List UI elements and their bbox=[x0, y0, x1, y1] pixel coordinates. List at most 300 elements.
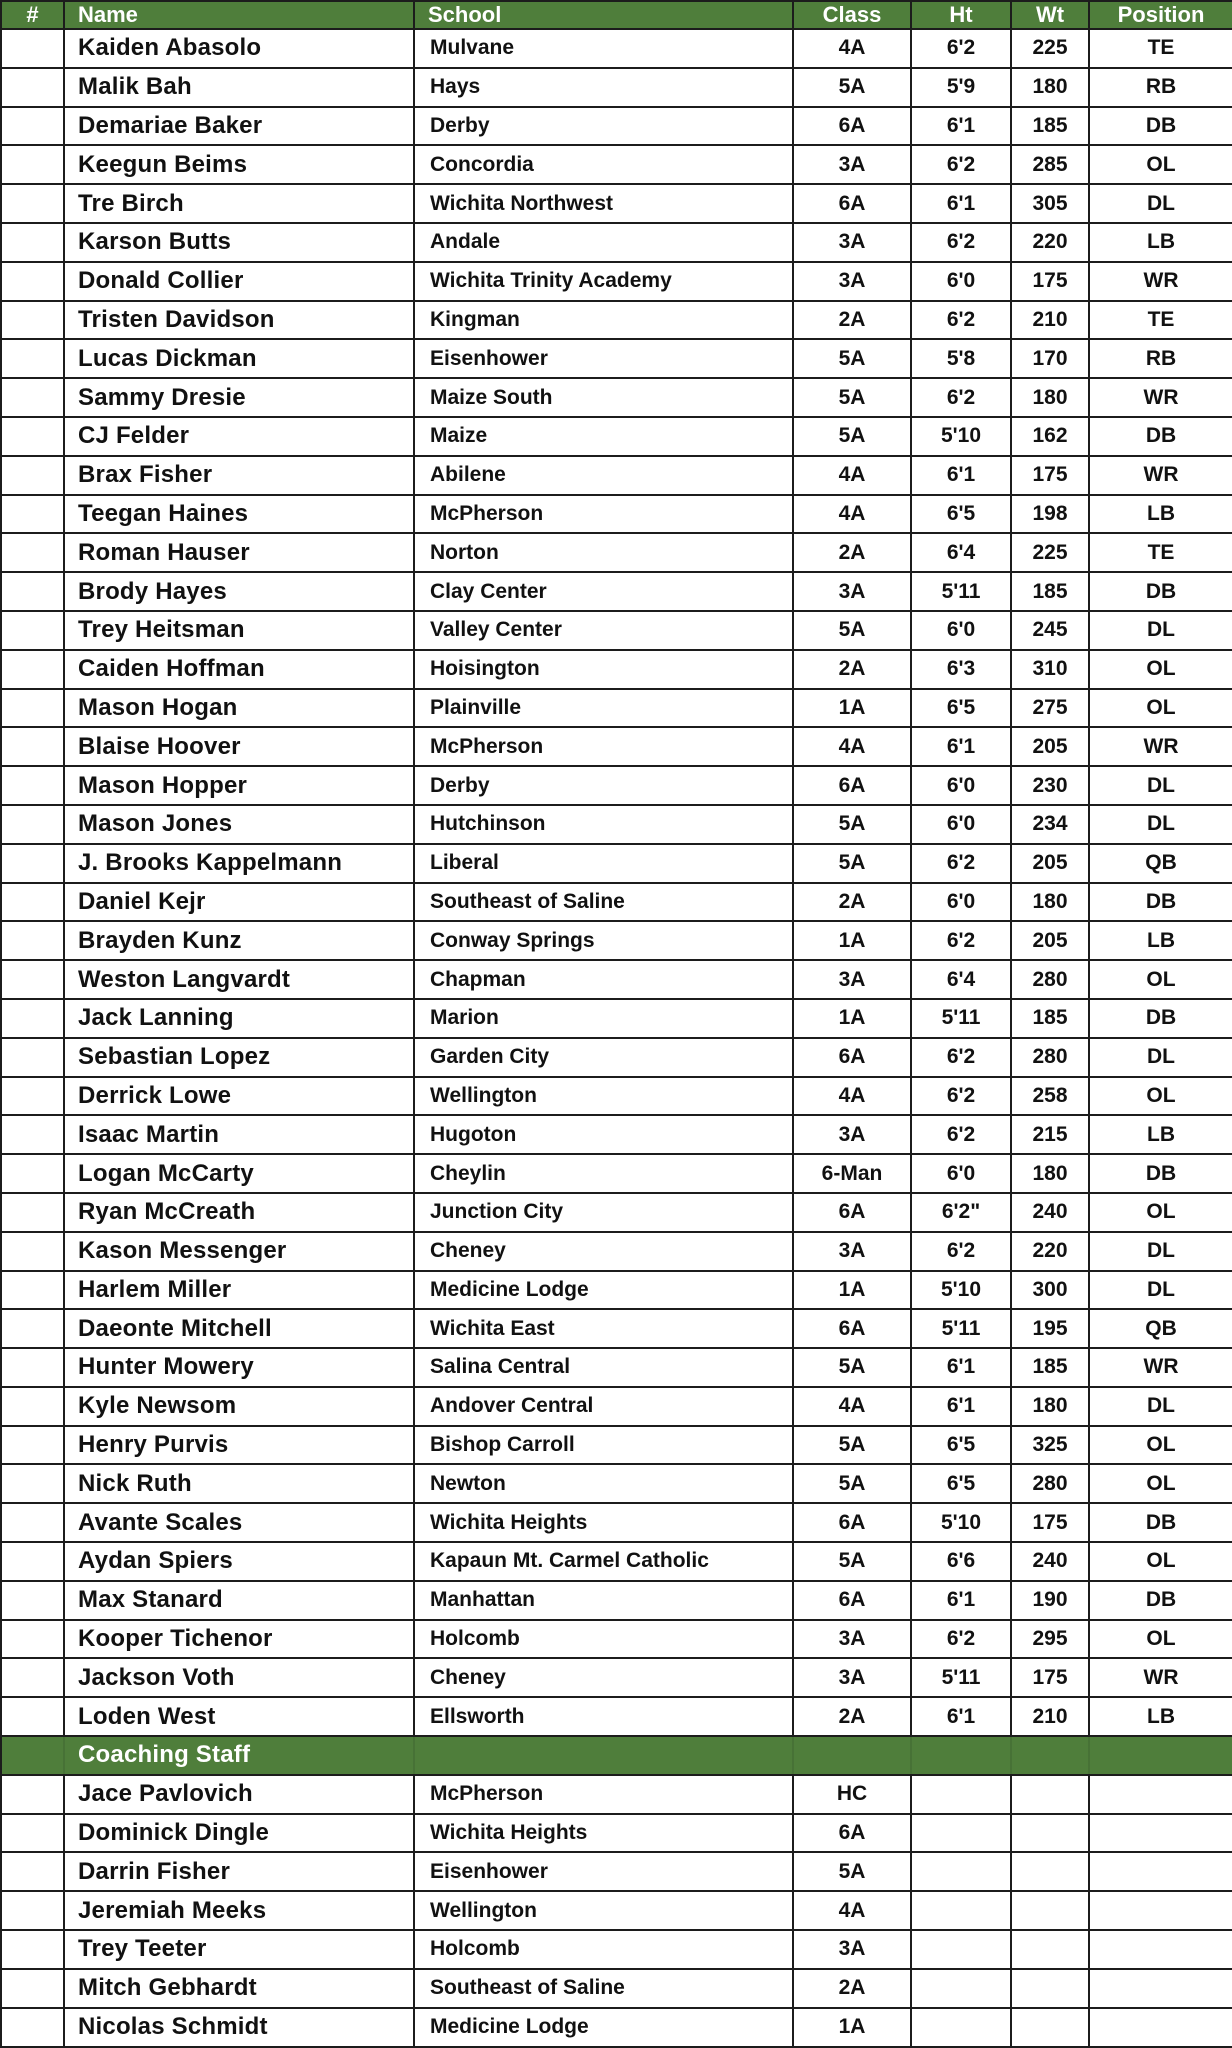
player-row-cell-position: DL bbox=[1089, 1232, 1232, 1271]
player-row-cell-wt: 225 bbox=[1011, 29, 1089, 68]
player-row-cell-num bbox=[1, 766, 64, 805]
player-row-cell-position: DL bbox=[1089, 184, 1232, 223]
player-row-cell-name: Kason Messenger bbox=[64, 1232, 414, 1271]
coach-row-cell-name: Trey Teeter bbox=[64, 1930, 414, 1969]
coach-row bbox=[1, 1969, 1232, 2008]
player-row-cell-wt: 295 bbox=[1011, 1620, 1089, 1659]
player-row-cell-school: Mulvane bbox=[414, 29, 793, 68]
player-row-cell-ht: 5'11 bbox=[911, 999, 1011, 1038]
coach-row-cell-class: 3A bbox=[793, 1930, 911, 1969]
player-row-cell-position: DL bbox=[1089, 1387, 1232, 1426]
player-row-cell-ht: 6'5 bbox=[911, 1464, 1011, 1503]
player-row-cell-name: Max Stanard bbox=[64, 1581, 414, 1620]
player-row-cell-class: 6A bbox=[793, 1581, 911, 1620]
player-row-cell-wt: 240 bbox=[1011, 1193, 1089, 1232]
coach-row-cell-ht bbox=[911, 1814, 1011, 1853]
player-row-cell-ht: 6'2" bbox=[911, 1193, 1011, 1232]
player-row-cell-ht: 5'10 bbox=[911, 1503, 1011, 1542]
coaching-staff-section-row bbox=[1, 1736, 1232, 1775]
coach-row-cell-wt bbox=[1011, 2008, 1089, 2047]
player-row-cell-wt: 210 bbox=[1011, 1697, 1089, 1736]
player-row-cell-position: WR bbox=[1089, 262, 1232, 301]
player-row-cell-wt: 170 bbox=[1011, 339, 1089, 378]
player-row-cell-position: OL bbox=[1089, 1193, 1232, 1232]
player-row-cell-ht: 6'4 bbox=[911, 533, 1011, 572]
player-row-cell-school: Concordia bbox=[414, 145, 793, 184]
player-row-cell-school: Ellsworth bbox=[414, 1697, 793, 1736]
player-row bbox=[1, 533, 1232, 572]
player-row-cell-num bbox=[1, 495, 64, 534]
player-row-cell-school: Wichita Northwest bbox=[414, 184, 793, 223]
player-row-cell-position: DB bbox=[1089, 1154, 1232, 1193]
coach-row-cell-school: Medicine Lodge bbox=[414, 2008, 793, 2047]
player-row-cell-class: 3A bbox=[793, 1232, 911, 1271]
player-row-cell-ht: 6'6 bbox=[911, 1542, 1011, 1581]
coach-row-cell-wt bbox=[1011, 1930, 1089, 1969]
player-row-cell-num bbox=[1, 1581, 64, 1620]
player-row-cell-wt: 220 bbox=[1011, 1232, 1089, 1271]
player-row-cell-position: TE bbox=[1089, 301, 1232, 340]
player-row-cell-position: WR bbox=[1089, 456, 1232, 495]
roster-body bbox=[1, 29, 1232, 2047]
player-row bbox=[1, 999, 1232, 1038]
column-header-number: # bbox=[1, 1, 64, 29]
player-row bbox=[1, 1697, 1232, 1736]
player-row-cell-wt: 180 bbox=[1011, 883, 1089, 922]
coach-row-cell-num bbox=[1, 1814, 64, 1853]
coaching-staff-section-row-cell-wt bbox=[1011, 1736, 1089, 1775]
coach-row-cell-class: 5A bbox=[793, 1852, 911, 1891]
player-row-cell-school: Manhattan bbox=[414, 1581, 793, 1620]
player-row-cell-ht: 6'1 bbox=[911, 107, 1011, 146]
coaching-staff-section-row-cell-school bbox=[414, 1736, 793, 1775]
player-row-cell-name: Sebastian Lopez bbox=[64, 1038, 414, 1077]
player-row-cell-ht: 6'1 bbox=[911, 1697, 1011, 1736]
player-row bbox=[1, 689, 1232, 728]
column-header-class: Class bbox=[793, 1, 911, 29]
coach-row-cell-position bbox=[1089, 1969, 1232, 2008]
player-row-cell-num bbox=[1, 262, 64, 301]
column-header-height: Ht bbox=[911, 1, 1011, 29]
player-row-cell-school: Plainville bbox=[414, 689, 793, 728]
player-row-cell-position: LB bbox=[1089, 921, 1232, 960]
player-row-cell-ht: 6'2 bbox=[911, 1232, 1011, 1271]
player-row bbox=[1, 805, 1232, 844]
coach-row-cell-name: Mitch Gebhardt bbox=[64, 1969, 414, 2008]
column-header-name: Name bbox=[64, 1, 414, 29]
coach-row bbox=[1, 1930, 1232, 1969]
player-row bbox=[1, 184, 1232, 223]
coaching-staff-section-row-cell-name: Coaching Staff bbox=[64, 1736, 414, 1775]
player-row bbox=[1, 339, 1232, 378]
player-row-cell-class: 6A bbox=[793, 1038, 911, 1077]
player-row-cell-wt: 185 bbox=[1011, 1348, 1089, 1387]
player-row-cell-class: 3A bbox=[793, 1658, 911, 1697]
coach-row-cell-position bbox=[1089, 1930, 1232, 1969]
player-row-cell-school: Conway Springs bbox=[414, 921, 793, 960]
player-row bbox=[1, 68, 1232, 107]
player-row-cell-ht: 6'5 bbox=[911, 689, 1011, 728]
player-row-cell-school: Bishop Carroll bbox=[414, 1426, 793, 1465]
player-row-cell-wt: 230 bbox=[1011, 766, 1089, 805]
player-row-cell-wt: 280 bbox=[1011, 1038, 1089, 1077]
player-row-cell-school: Abilene bbox=[414, 456, 793, 495]
player-row-cell-num bbox=[1, 1077, 64, 1116]
player-row-cell-class: 6A bbox=[793, 107, 911, 146]
player-row-cell-school: Salina Central bbox=[414, 1348, 793, 1387]
player-row-cell-wt: 180 bbox=[1011, 68, 1089, 107]
player-row-cell-class: 2A bbox=[793, 650, 911, 689]
player-row-cell-wt: 198 bbox=[1011, 495, 1089, 534]
player-row-cell-class: 5A bbox=[793, 339, 911, 378]
player-row-cell-class: 6A bbox=[793, 1503, 911, 1542]
player-row-cell-position: DB bbox=[1089, 999, 1232, 1038]
player-row bbox=[1, 921, 1232, 960]
player-row-cell-num bbox=[1, 1271, 64, 1310]
player-row-cell-wt: 180 bbox=[1011, 378, 1089, 417]
player-row-cell-ht: 6'2 bbox=[911, 301, 1011, 340]
player-row-cell-class: 5A bbox=[793, 417, 911, 456]
player-row-cell-num bbox=[1, 1464, 64, 1503]
player-row bbox=[1, 1348, 1232, 1387]
player-row bbox=[1, 145, 1232, 184]
player-row bbox=[1, 883, 1232, 922]
player-row-cell-name: Nick Ruth bbox=[64, 1464, 414, 1503]
coach-row-cell-num bbox=[1, 1930, 64, 1969]
player-row-cell-class: 4A bbox=[793, 29, 911, 68]
player-row bbox=[1, 1464, 1232, 1503]
player-row-cell-school: Cheney bbox=[414, 1658, 793, 1697]
coach-row-cell-wt bbox=[1011, 1775, 1089, 1814]
player-row-cell-wt: 185 bbox=[1011, 999, 1089, 1038]
coach-row-cell-num bbox=[1, 1775, 64, 1814]
player-row-cell-name: Malik Bah bbox=[64, 68, 414, 107]
player-row-cell-class: 5A bbox=[793, 805, 911, 844]
player-row bbox=[1, 1542, 1232, 1581]
player-row-cell-class: 4A bbox=[793, 495, 911, 534]
coach-row-cell-wt bbox=[1011, 1852, 1089, 1891]
player-row-cell-position: WR bbox=[1089, 1658, 1232, 1697]
player-row-cell-class: 2A bbox=[793, 1697, 911, 1736]
player-row-cell-wt: 205 bbox=[1011, 844, 1089, 883]
player-row bbox=[1, 1077, 1232, 1116]
player-row-cell-wt: 175 bbox=[1011, 1503, 1089, 1542]
player-row-cell-class: 4A bbox=[793, 456, 911, 495]
player-row-cell-name: Kooper Tichenor bbox=[64, 1620, 414, 1659]
player-row-cell-name: Brody Hayes bbox=[64, 572, 414, 611]
player-row-cell-ht: 6'2 bbox=[911, 1077, 1011, 1116]
player-row-cell-num bbox=[1, 223, 64, 262]
coach-row-cell-name: Jace Pavlovich bbox=[64, 1775, 414, 1814]
column-header-weight: Wt bbox=[1011, 1, 1089, 29]
player-row-cell-ht: 5'11 bbox=[911, 572, 1011, 611]
player-row-cell-num bbox=[1, 883, 64, 922]
player-row bbox=[1, 1154, 1232, 1193]
player-row-cell-position: WR bbox=[1089, 378, 1232, 417]
player-row-cell-position: OL bbox=[1089, 1620, 1232, 1659]
player-row bbox=[1, 1193, 1232, 1232]
player-row-cell-position: DB bbox=[1089, 417, 1232, 456]
player-row-cell-position: RB bbox=[1089, 339, 1232, 378]
player-row bbox=[1, 495, 1232, 534]
player-row bbox=[1, 1658, 1232, 1697]
player-row-cell-school: Kingman bbox=[414, 301, 793, 340]
player-row bbox=[1, 727, 1232, 766]
player-row-cell-class: 3A bbox=[793, 1620, 911, 1659]
player-row-cell-wt: 234 bbox=[1011, 805, 1089, 844]
player-row bbox=[1, 378, 1232, 417]
player-row-cell-wt: 205 bbox=[1011, 727, 1089, 766]
player-row-cell-class: 1A bbox=[793, 1271, 911, 1310]
player-row-cell-wt: 325 bbox=[1011, 1426, 1089, 1465]
player-row-cell-num bbox=[1, 1426, 64, 1465]
coach-row-cell-position bbox=[1089, 1891, 1232, 1930]
player-row-cell-position: WR bbox=[1089, 727, 1232, 766]
coach-row-cell-wt bbox=[1011, 1814, 1089, 1853]
player-row-cell-wt: 210 bbox=[1011, 301, 1089, 340]
player-row-cell-name: Mason Jones bbox=[64, 805, 414, 844]
coaching-staff-section-row-cell-position bbox=[1089, 1736, 1232, 1775]
player-row-cell-class: 5A bbox=[793, 844, 911, 883]
player-row-cell-num bbox=[1, 572, 64, 611]
player-row-cell-name: Aydan Spiers bbox=[64, 1542, 414, 1581]
player-row-cell-name: Tre Birch bbox=[64, 184, 414, 223]
player-row-cell-ht: 6'2 bbox=[911, 921, 1011, 960]
player-row-cell-name: CJ Felder bbox=[64, 417, 414, 456]
player-row-cell-wt: 275 bbox=[1011, 689, 1089, 728]
player-row-cell-school: Clay Center bbox=[414, 572, 793, 611]
player-row-cell-num bbox=[1, 1658, 64, 1697]
player-row-cell-ht: 6'0 bbox=[911, 805, 1011, 844]
player-row-cell-position: DL bbox=[1089, 1271, 1232, 1310]
player-row-cell-name: Derrick Lowe bbox=[64, 1077, 414, 1116]
header-row bbox=[1, 1, 1232, 29]
player-row-cell-num bbox=[1, 960, 64, 999]
player-row-cell-class: 6-Man bbox=[793, 1154, 911, 1193]
player-row-cell-ht: 6'0 bbox=[911, 262, 1011, 301]
player-row-cell-ht: 6'2 bbox=[911, 1115, 1011, 1154]
player-row-cell-ht: 6'1 bbox=[911, 727, 1011, 766]
player-row-cell-position: OL bbox=[1089, 1426, 1232, 1465]
player-row-cell-num bbox=[1, 611, 64, 650]
coach-row-cell-position bbox=[1089, 1814, 1232, 1853]
player-row-cell-class: 3A bbox=[793, 145, 911, 184]
player-row-cell-name: Avante Scales bbox=[64, 1503, 414, 1542]
player-row-cell-name: Jack Lanning bbox=[64, 999, 414, 1038]
player-row-cell-class: 3A bbox=[793, 1115, 911, 1154]
player-row-cell-num bbox=[1, 301, 64, 340]
player-row bbox=[1, 262, 1232, 301]
player-row-cell-class: 3A bbox=[793, 572, 911, 611]
player-row-cell-num bbox=[1, 1620, 64, 1659]
player-row-cell-class: 6A bbox=[793, 766, 911, 805]
player-row-cell-position: WR bbox=[1089, 1348, 1232, 1387]
player-row-cell-num bbox=[1, 689, 64, 728]
player-row-cell-ht: 6'2 bbox=[911, 223, 1011, 262]
player-row-cell-ht: 6'3 bbox=[911, 650, 1011, 689]
player-row-cell-name: Trey Heitsman bbox=[64, 611, 414, 650]
player-row-cell-name: Isaac Martin bbox=[64, 1115, 414, 1154]
player-row-cell-school: McPherson bbox=[414, 495, 793, 534]
player-row-cell-school: Wichita Trinity Academy bbox=[414, 262, 793, 301]
player-row bbox=[1, 1387, 1232, 1426]
player-row-cell-position: TE bbox=[1089, 29, 1232, 68]
coach-row-cell-num bbox=[1, 1852, 64, 1891]
player-row-cell-wt: 205 bbox=[1011, 921, 1089, 960]
player-row-cell-ht: 5'8 bbox=[911, 339, 1011, 378]
coach-row bbox=[1, 1891, 1232, 1930]
player-row-cell-class: 5A bbox=[793, 611, 911, 650]
player-row-cell-num bbox=[1, 999, 64, 1038]
coach-row bbox=[1, 1775, 1232, 1814]
player-row-cell-wt: 310 bbox=[1011, 650, 1089, 689]
player-row-cell-school: Kapaun Mt. Carmel Catholic bbox=[414, 1542, 793, 1581]
coach-row-cell-class: 6A bbox=[793, 1814, 911, 1853]
player-row-cell-name: Daeonte Mitchell bbox=[64, 1309, 414, 1348]
player-row bbox=[1, 844, 1232, 883]
player-row-cell-wt: 185 bbox=[1011, 107, 1089, 146]
player-row-cell-position: OL bbox=[1089, 650, 1232, 689]
player-row-cell-name: Henry Purvis bbox=[64, 1426, 414, 1465]
player-row-cell-num bbox=[1, 1387, 64, 1426]
coach-row-cell-position bbox=[1089, 2008, 1232, 2047]
player-row-cell-num bbox=[1, 1193, 64, 1232]
player-row-cell-school: Liberal bbox=[414, 844, 793, 883]
player-row bbox=[1, 766, 1232, 805]
player-row-cell-position: QB bbox=[1089, 844, 1232, 883]
player-row-cell-name: Brax Fisher bbox=[64, 456, 414, 495]
column-header-position: Position bbox=[1089, 1, 1232, 29]
player-row-cell-name: Keegun Beims bbox=[64, 145, 414, 184]
player-row-cell-school: Cheylin bbox=[414, 1154, 793, 1193]
player-row-cell-class: 4A bbox=[793, 727, 911, 766]
player-row-cell-num bbox=[1, 727, 64, 766]
player-row-cell-position: DB bbox=[1089, 572, 1232, 611]
player-row-cell-ht: 6'4 bbox=[911, 960, 1011, 999]
player-row-cell-school: Medicine Lodge bbox=[414, 1271, 793, 1310]
player-row-cell-position: OL bbox=[1089, 689, 1232, 728]
player-row-cell-position: LB bbox=[1089, 1697, 1232, 1736]
player-row-cell-num bbox=[1, 1348, 64, 1387]
player-row-cell-class: 4A bbox=[793, 1077, 911, 1116]
player-row-cell-name: Sammy Dresie bbox=[64, 378, 414, 417]
player-row-cell-ht: 6'2 bbox=[911, 378, 1011, 417]
player-row-cell-num bbox=[1, 417, 64, 456]
player-row-cell-num bbox=[1, 1542, 64, 1581]
player-row-cell-num bbox=[1, 339, 64, 378]
player-row-cell-position: DL bbox=[1089, 766, 1232, 805]
player-row bbox=[1, 1503, 1232, 1542]
player-row-cell-position: DB bbox=[1089, 883, 1232, 922]
player-row bbox=[1, 1115, 1232, 1154]
player-row-cell-ht: 5'9 bbox=[911, 68, 1011, 107]
player-row-cell-class: 2A bbox=[793, 301, 911, 340]
player-row-cell-num bbox=[1, 844, 64, 883]
player-row-cell-school: Maize bbox=[414, 417, 793, 456]
coaching-staff-section-row-cell-class bbox=[793, 1736, 911, 1775]
player-row-cell-wt: 180 bbox=[1011, 1387, 1089, 1426]
player-row-cell-wt: 258 bbox=[1011, 1077, 1089, 1116]
player-row bbox=[1, 1038, 1232, 1077]
player-row-cell-class: 5A bbox=[793, 1348, 911, 1387]
player-row-cell-wt: 195 bbox=[1011, 1309, 1089, 1348]
player-row-cell-ht: 6'1 bbox=[911, 456, 1011, 495]
player-row-cell-school: Wellington bbox=[414, 1077, 793, 1116]
player-row-cell-name: Kyle Newsom bbox=[64, 1387, 414, 1426]
coach-row-cell-ht bbox=[911, 1775, 1011, 1814]
coach-row bbox=[1, 1814, 1232, 1853]
player-row-cell-class: 5A bbox=[793, 1464, 911, 1503]
player-row-cell-wt: 220 bbox=[1011, 223, 1089, 262]
player-row-cell-name: Teegan Haines bbox=[64, 495, 414, 534]
player-row-cell-ht: 6'2 bbox=[911, 844, 1011, 883]
coach-row bbox=[1, 2008, 1232, 2047]
player-row-cell-num bbox=[1, 29, 64, 68]
player-row-cell-num bbox=[1, 184, 64, 223]
player-row-cell-name: Roman Hauser bbox=[64, 533, 414, 572]
coach-row-cell-num bbox=[1, 1891, 64, 1930]
coach-row-cell-ht bbox=[911, 1852, 1011, 1891]
player-row-cell-class: 6A bbox=[793, 1309, 911, 1348]
coach-row-cell-school: Wellington bbox=[414, 1891, 793, 1930]
player-row-cell-num bbox=[1, 533, 64, 572]
player-row-cell-wt: 175 bbox=[1011, 456, 1089, 495]
coach-row-cell-class: 4A bbox=[793, 1891, 911, 1930]
coach-row-cell-school: Eisenhower bbox=[414, 1852, 793, 1891]
player-row-cell-name: Mason Hopper bbox=[64, 766, 414, 805]
coach-row-cell-ht bbox=[911, 1930, 1011, 1969]
coaching-staff-section-row-cell-num bbox=[1, 1736, 64, 1775]
player-row-cell-name: Daniel Kejr bbox=[64, 883, 414, 922]
player-row-cell-num bbox=[1, 145, 64, 184]
player-row-cell-wt: 185 bbox=[1011, 572, 1089, 611]
player-row-cell-school: Derby bbox=[414, 766, 793, 805]
player-row-cell-num bbox=[1, 1038, 64, 1077]
player-row-cell-name: Donald Collier bbox=[64, 262, 414, 301]
player-row-cell-wt: 225 bbox=[1011, 533, 1089, 572]
player-row-cell-school: Marion bbox=[414, 999, 793, 1038]
player-row-cell-num bbox=[1, 921, 64, 960]
player-row-cell-name: Blaise Hoover bbox=[64, 727, 414, 766]
player-row-cell-position: DL bbox=[1089, 611, 1232, 650]
coach-row-cell-position bbox=[1089, 1852, 1232, 1891]
player-row bbox=[1, 650, 1232, 689]
player-row-cell-ht: 6'5 bbox=[911, 1426, 1011, 1465]
player-row bbox=[1, 572, 1232, 611]
player-row-cell-wt: 215 bbox=[1011, 1115, 1089, 1154]
coach-row-cell-ht bbox=[911, 1969, 1011, 2008]
player-row-cell-school: Andale bbox=[414, 223, 793, 262]
player-row-cell-ht: 6'2 bbox=[911, 1620, 1011, 1659]
player-row-cell-position: LB bbox=[1089, 495, 1232, 534]
player-row-cell-num bbox=[1, 1154, 64, 1193]
coach-row bbox=[1, 1852, 1232, 1891]
player-row-cell-class: 2A bbox=[793, 533, 911, 572]
player-row-cell-class: 6A bbox=[793, 184, 911, 223]
player-row-cell-wt: 175 bbox=[1011, 1658, 1089, 1697]
coach-row-cell-num bbox=[1, 2008, 64, 2047]
player-row-cell-name: Jackson Voth bbox=[64, 1658, 414, 1697]
player-row-cell-class: 3A bbox=[793, 223, 911, 262]
coach-row-cell-school: Southeast of Saline bbox=[414, 1969, 793, 2008]
player-row-cell-class: 1A bbox=[793, 921, 911, 960]
player-row-cell-ht: 6'1 bbox=[911, 1348, 1011, 1387]
coaching-staff-section-row-cell-ht bbox=[911, 1736, 1011, 1775]
player-row-cell-school: Holcomb bbox=[414, 1620, 793, 1659]
player-row-cell-school: Hays bbox=[414, 68, 793, 107]
player-row-cell-name: Lucas Dickman bbox=[64, 339, 414, 378]
player-row-cell-school: Hugoton bbox=[414, 1115, 793, 1154]
